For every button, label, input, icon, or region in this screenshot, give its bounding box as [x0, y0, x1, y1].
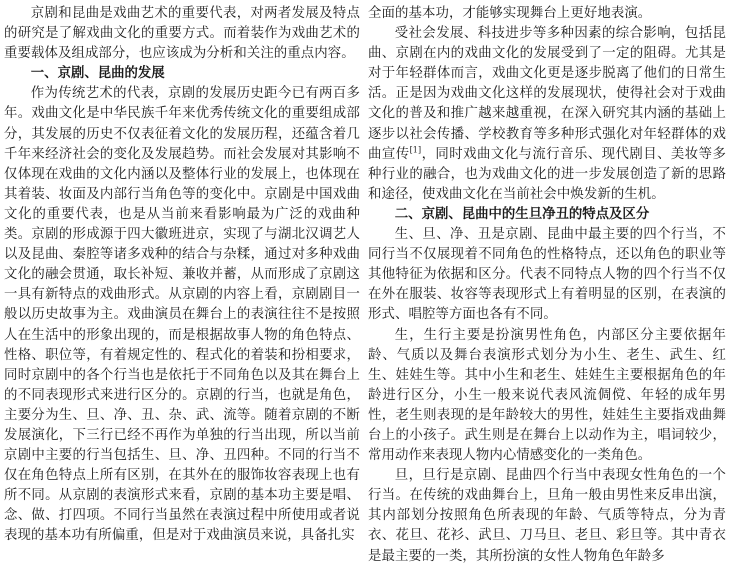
- left-column: [4, 4, 360, 547]
- intro-paragraph: 京剧和昆曲是戏曲艺术的重要代表，对两者发展及特点的研究是了解戏曲文化的重要方式。而着装作为戏曲艺术的重要载体及组成部分，也应该成为分析和关注的重点内容。: [4, 6, 360, 62]
- social-impact-paragraph: [368, 24, 726, 205]
- continued-paragraph: 全面的基本功，才能够实现舞台上更好地表演。: [368, 6, 652, 21]
- dan-role-paragraph: 旦，旦行是京剧、昆曲四个行当中表现女性角色的一个行当。在传统的戏曲舞台上，旦角一般由男性来反串出演，其内部划分按照角色所表现的年龄、气质等特点，分为青衣、花旦、花衫、武旦、刀马旦、老旦、彩旦等。其中青衣是最主要的一类，其所扮演的女性人物角色年龄多: [368, 468, 726, 564]
- right-column: [368, 4, 726, 567]
- sheng-role-paragraph: 生，生行主要是扮演男性角色，内部区分主要依据年龄、气质以及舞台表演形式划分为小生、老生、武生、红生、娃娃生等。其中小生和老生、娃娃生主要根据角色的年龄进行区分，小生一般来说代表风流倜傥、年轻的成年男性，老生则表现的是年龄较大的男性，娃娃生主要指戏曲舞台上的小孩子。武生则是在舞台上以动作为主，唱词较少，常用动作来表现人物内心情感变化的一类角色。: [368, 327, 726, 464]
- section-heading-2: 二、京剧、昆曲中的生旦净丑的特点及区分: [394, 206, 650, 222]
- social-impact-text-b: ，同时戏曲文化与流行音乐、现代剧目、美妆等多种行业的融合，也为戏曲文化的进一步发展创造了新的思路和途径，使戏曲文化在当前社会中焕发新的生机。: [368, 146, 726, 202]
- section-heading-1: 一、京剧、昆曲的发展: [30, 66, 165, 82]
- citation-marker: [1]: [409, 145, 422, 155]
- social-impact-text-a: 受社会发展、科技进步等多种因素的综合影响，包括昆曲、京剧在内的戏曲文化的发展受到了一定的阻碍。尤其是对于年轻群体而言，戏曲文化更是逐步脱离了他们的日常生活。正是因为戏曲文化这样的发展现状，使得社会对于戏曲文化的普及和推广越来越重视，在深入研究其内涵的基础上逐步以社会传播、学校教育等多种形式强化对年轻群体的戏曲宣传: [368, 26, 726, 162]
- roles-overview-paragraph: 生、旦、净、丑是京剧、昆曲中最主要的四个行当，不同行当不仅展现着不同角色的性格特点，还以角色的职业等其他特征为依据和区分。代表不同特点人物的四个行当不仅在外在服装、妆容等表现形式上有着明显的区别，在表演的形式、唱腔等方面也各有不同。: [368, 227, 726, 323]
- development-paragraph: 作为传统艺术的代表，京剧的发展历史距今已有两百多年。戏曲文化是中华民族千年来优秀传统文化的重要组成部分，其发展的历史不仅表征着文化的发展历程，还蕴含着几千年来经济社会的变化及发展趋势。而社会发展对其影响不仅体现在戏曲的文化内涵以及整体行业的发展上，也体现在其着装、妆面及内部行当角色等的变化中。京剧是中国戏曲文化的重要代表，也是从当前来看影响最为广泛的戏曲种类。京剧的形成源于四大徽班进京，实现了与湖北汉调艺人以及昆曲、秦腔等诸多戏种的结合与杂糅，通过对多种戏曲文化的融会贯通，取长补短、兼收并蓄，从而形成了京剧这一具有新特点的戏曲形式。从京剧的内容上看，京剧剧目一般以历史故事为主。戏曲演员在舞台上的表演往往不是按照人在生活中的形象出现的，而是根据故事人物的角色特点、性格、职位等，有着规定性的、程式化的着装和扮相要求，同时京剧中的各个行当也是依托于不同角色以及其在舞台上的不同表现形式来进行区分的。京剧的行当，也就是角色，主要分为生、旦、净、丑、杂、武、流等。随着京剧的不断发展演化，下三行已经不再作为单独的行当出现，所以当前京剧中主要的行当包括生、旦、净、丑四种。不同的行当不仅在角色特点上所有区别，在其外在的服饰妆容表现上也有所不同。从京剧的表演形式来看，京剧的基本功主要是唱、念、做、打四项。不同行当虽然在表演过程中所使用或者说表现的基本功有所偏重，但是对于戏曲演员来说，具备扎实: [4, 86, 360, 544]
